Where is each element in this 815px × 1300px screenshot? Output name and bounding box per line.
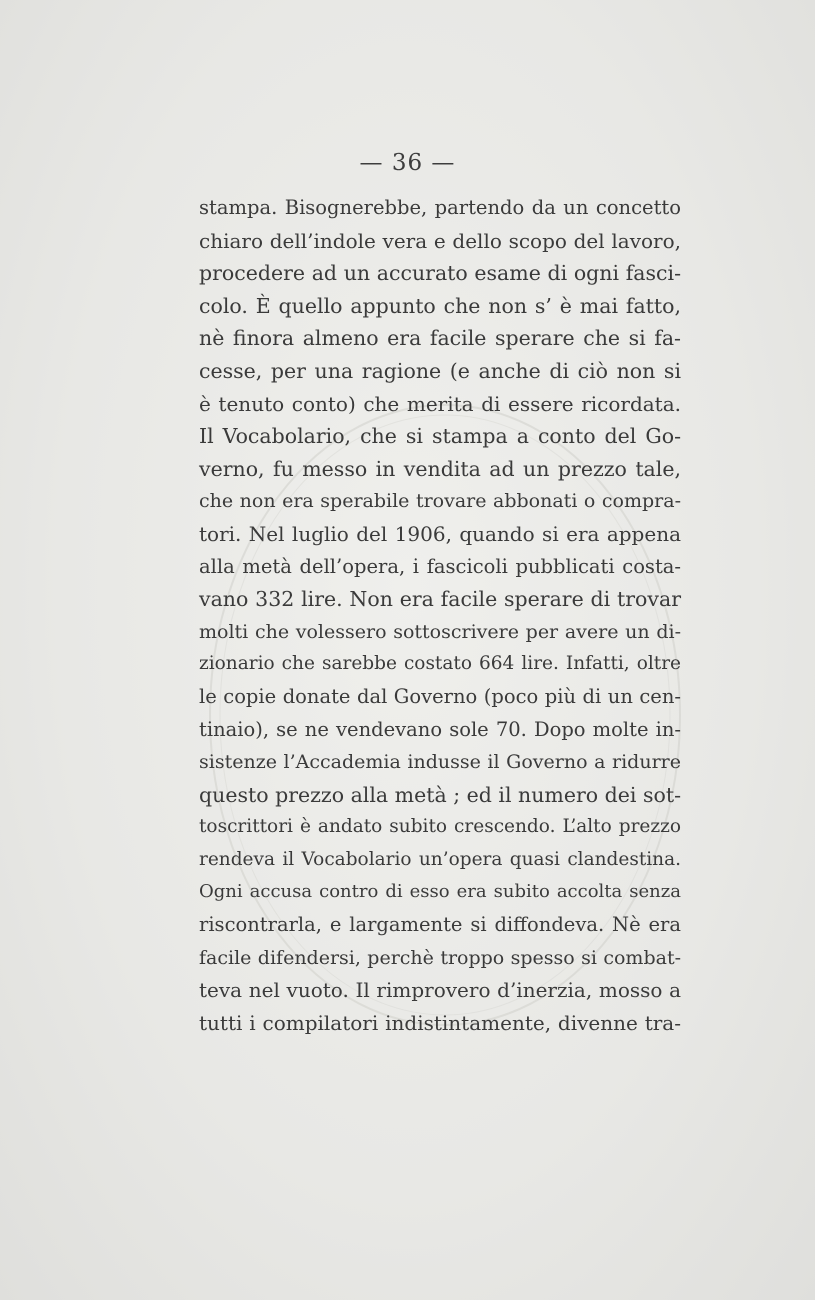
page-number: — 36 — — [359, 150, 456, 176]
text-line: teva nel vuoto. Il rimprovero d’inerzia, mosso a — [199, 978, 681, 1003]
text-line: che non era sperabile trovare abbonati o compra- — [199, 490, 681, 513]
text-line: tinaio), se ne vendevano sole 70. Dopo molte in- — [199, 717, 681, 741]
text-line: rendeva il Vocabolario un’opera quasi clandestina. — [199, 848, 681, 870]
text-line: è tenuto conto) che merita di essere ricordata. — [199, 391, 681, 416]
text-line: tutti i compilatori indistintamente, divenne tra- — [199, 1010, 681, 1035]
text-line: facile difendersi, perchè troppo spesso si combat- — [199, 946, 681, 969]
text-line: verno, fu messo in vendita ad un prezzo tale, — [199, 456, 681, 481]
text-line: Il Vocabolario, che si stampa a conto del Go- — [199, 424, 681, 449]
text-line: le copie donate dal Governo (poco più di un cen- — [199, 684, 681, 708]
text-line: cesse, per una ragione (e anche di ciò non si — [199, 358, 681, 383]
text-line: procedere ad un accurato esame di ogni fasci- — [199, 261, 681, 286]
text-line: toscrittori è andato subito crescendo. L’alto prezzo — [199, 816, 681, 838]
text-line: sistenze l’Accademia indusse il Governo a ridurre — [199, 751, 681, 774]
text-line: tori. Nel luglio del 1906, quando si era appena — [199, 521, 681, 546]
text-line: colo. È quello appunto che non s’ è mai fatto, — [199, 293, 681, 318]
text-line: vano 332 lire. Non era facile sperare di trovar — [199, 587, 681, 612]
text-line: nè finora almeno era facile sperare che si fa- — [199, 326, 681, 351]
body-text — [199, 192, 681, 1039]
text-line: riscontrarla, e largamente si diffondeva. Nè era — [199, 913, 681, 937]
text-line: zionario che sarebbe costato 664 lire. Infatti, oltre — [199, 653, 681, 675]
text-line: questo prezzo alla metà ; ed il numero dei sot- — [199, 782, 682, 807]
text-line: alla metà dell’opera, i fascicoli pubblicati costa- — [199, 554, 681, 578]
text-line: Ogni accusa contro di esso era subito accolta senza — [199, 881, 681, 903]
text-line: molti che volessero sottoscrivere per avere un di- — [199, 620, 681, 643]
text-line: stampa. Bisognerebbe, partendo da un concetto — [199, 196, 681, 219]
text-line: chiaro dell’indole vera e dello scopo del lavoro, — [199, 228, 681, 253]
